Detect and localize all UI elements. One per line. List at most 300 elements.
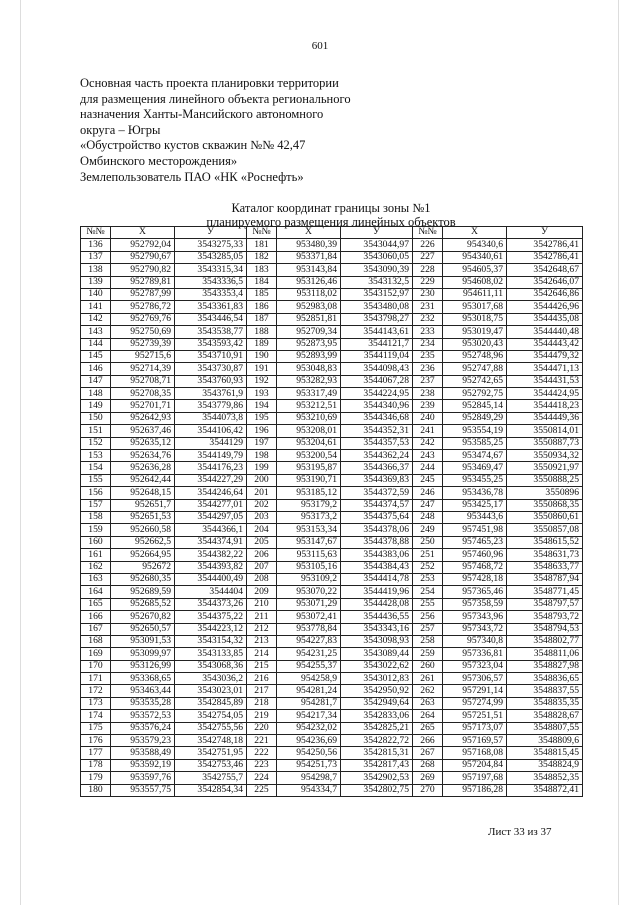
point-number-cell: 208	[247, 573, 277, 585]
y-coordinate-cell: 3544366,1	[175, 524, 247, 536]
x-coordinate-cell: 952642,44	[111, 474, 175, 486]
y-coordinate-cell: 3544393,82	[175, 561, 247, 573]
y-coordinate-cell: 3543480,08	[341, 301, 413, 313]
y-coordinate-cell: 3543446,54	[175, 313, 247, 325]
header-line: Землепользователь ПАО «НК «Роснефть»	[80, 169, 304, 184]
point-number-cell: 180	[81, 784, 111, 796]
x-coordinate-cell: 954232,02	[277, 722, 341, 734]
y-coordinate-cell: 3544246,64	[175, 487, 247, 499]
point-number-cell: 164	[81, 586, 111, 598]
point-number-cell: 261	[413, 673, 443, 685]
y-coordinate-cell: 3544419,96	[341, 586, 413, 598]
x-coordinate-cell: 953115,63	[277, 549, 341, 561]
table-row	[81, 388, 583, 400]
column-header-number: №№	[413, 227, 443, 239]
point-number-cell: 242	[413, 437, 443, 449]
x-coordinate-cell: 952634,76	[111, 450, 175, 462]
point-number-cell: 241	[413, 425, 443, 437]
y-coordinate-cell: 3544340,96	[341, 400, 413, 412]
point-number-cell: 252	[413, 561, 443, 573]
point-number-cell: 218	[247, 697, 277, 709]
y-coordinate-cell: 3542755,7	[175, 772, 247, 784]
point-number-cell: 265	[413, 722, 443, 734]
point-number-cell: 201	[247, 487, 277, 499]
point-number-cell: 245	[413, 474, 443, 486]
point-number-cell: 209	[247, 586, 277, 598]
x-coordinate-cell: 952893,99	[277, 350, 341, 362]
table-row	[81, 474, 583, 486]
point-number-cell: 173	[81, 697, 111, 709]
point-number-cell: 161	[81, 549, 111, 561]
point-number-cell: 256	[413, 611, 443, 623]
y-coordinate-cell: 3544384,43	[341, 561, 413, 573]
x-coordinate-cell: 954298,7	[277, 772, 341, 784]
table-row	[81, 326, 583, 338]
x-coordinate-cell: 952748,96	[443, 350, 507, 362]
x-coordinate-cell: 952636,28	[111, 462, 175, 474]
x-coordinate-cell: 954231,25	[277, 648, 341, 660]
x-coordinate-cell: 954340,61	[443, 251, 507, 263]
point-number-cell: 247	[413, 499, 443, 511]
x-coordinate-cell: 957251,51	[443, 710, 507, 722]
point-number-cell: 165	[81, 598, 111, 610]
table-row	[81, 586, 583, 598]
column-header-y: У	[507, 227, 583, 239]
point-number-cell: 216	[247, 673, 277, 685]
x-coordinate-cell: 957274,99	[443, 697, 507, 709]
table-row	[81, 648, 583, 660]
point-number-cell: 175	[81, 722, 111, 734]
x-coordinate-cell: 953317,49	[277, 388, 341, 400]
x-coordinate-cell: 957169,57	[443, 735, 507, 747]
table-row	[81, 450, 583, 462]
x-coordinate-cell: 952672	[111, 561, 175, 573]
y-coordinate-cell: 3544382,22	[175, 549, 247, 561]
table-row	[81, 437, 583, 449]
point-number-cell: 158	[81, 511, 111, 523]
table-row	[81, 264, 583, 276]
point-number-cell: 186	[247, 301, 277, 313]
point-number-cell: 193	[247, 388, 277, 400]
y-coordinate-cell: 3544383,06	[341, 549, 413, 561]
y-coordinate-cell: 3544440,48	[507, 326, 583, 338]
x-coordinate-cell: 952662,5	[111, 536, 175, 548]
x-coordinate-cell: 953072,41	[277, 611, 341, 623]
y-coordinate-cell: 3544418,23	[507, 400, 583, 412]
y-coordinate-cell: 3544277,01	[175, 499, 247, 511]
y-coordinate-cell: 3543275,33	[175, 239, 247, 251]
x-coordinate-cell: 952792,04	[111, 239, 175, 251]
point-number-cell: 145	[81, 350, 111, 362]
point-number-cell: 268	[413, 759, 443, 771]
y-coordinate-cell: 3544224,95	[341, 388, 413, 400]
y-coordinate-cell: 3543761,9	[175, 388, 247, 400]
table-row	[81, 425, 583, 437]
y-coordinate-cell: 3544143,61	[341, 326, 413, 338]
y-coordinate-cell: 3543336,5	[175, 276, 247, 288]
x-coordinate-cell: 953778,84	[277, 623, 341, 635]
point-number-cell: 181	[247, 239, 277, 251]
point-number-cell: 204	[247, 524, 277, 536]
x-coordinate-cell: 953576,24	[111, 722, 175, 734]
point-number-cell: 196	[247, 425, 277, 437]
point-number-cell: 150	[81, 412, 111, 424]
table-row	[81, 697, 583, 709]
y-coordinate-cell: 3543023,01	[175, 685, 247, 697]
y-coordinate-cell: 3548633,77	[507, 561, 583, 573]
point-number-cell: 243	[413, 450, 443, 462]
point-number-cell: 266	[413, 735, 443, 747]
y-coordinate-cell: 3542751,95	[175, 747, 247, 759]
x-coordinate-cell: 952792,75	[443, 388, 507, 400]
point-number-cell: 232	[413, 313, 443, 325]
x-coordinate-cell: 953153,34	[277, 524, 341, 536]
x-coordinate-cell: 957168,08	[443, 747, 507, 759]
y-coordinate-cell: 3542833,06	[341, 710, 413, 722]
y-coordinate-cell: 3542949,64	[341, 697, 413, 709]
x-coordinate-cell: 954217,34	[277, 710, 341, 722]
table-row	[81, 722, 583, 734]
table-row	[81, 524, 583, 536]
x-coordinate-cell: 953210,69	[277, 412, 341, 424]
point-number-cell: 236	[413, 363, 443, 375]
y-coordinate-cell: 3542754,05	[175, 710, 247, 722]
header-line: Основная часть проекта планировки территории	[80, 76, 339, 90]
left-margin-line	[20, 0, 21, 905]
x-coordinate-cell: 953126,46	[277, 276, 341, 288]
point-number-cell: 194	[247, 400, 277, 412]
x-coordinate-cell: 952709,34	[277, 326, 341, 338]
x-coordinate-cell: 957197,68	[443, 772, 507, 784]
x-coordinate-cell: 953554,19	[443, 425, 507, 437]
table-row	[81, 276, 583, 288]
y-coordinate-cell: 3544431,53	[507, 375, 583, 387]
y-coordinate-cell: 3548827,98	[507, 660, 583, 672]
y-coordinate-cell: 3542854,34	[175, 784, 247, 796]
x-coordinate-cell: 954608,02	[443, 276, 507, 288]
x-coordinate-cell: 952685,52	[111, 598, 175, 610]
y-coordinate-cell: 3544373,26	[175, 598, 247, 610]
y-coordinate-cell: 3543361,83	[175, 301, 247, 313]
y-coordinate-cell: 3543132,5	[341, 276, 413, 288]
y-coordinate-cell: 3548872,41	[507, 784, 583, 796]
y-coordinate-cell: 3543060,05	[341, 251, 413, 263]
point-number-cell: 267	[413, 747, 443, 759]
point-number-cell: 192	[247, 375, 277, 387]
point-number-cell: 210	[247, 598, 277, 610]
x-coordinate-cell: 957465,23	[443, 536, 507, 548]
y-coordinate-cell: 3548835,35	[507, 697, 583, 709]
point-number-cell: 172	[81, 685, 111, 697]
y-coordinate-cell: 3543779,86	[175, 400, 247, 412]
table-row	[81, 735, 583, 747]
y-coordinate-cell: 3542815,31	[341, 747, 413, 759]
x-coordinate-cell: 957306,57	[443, 673, 507, 685]
y-coordinate-cell: 3548802,77	[507, 635, 583, 647]
header-line: Омбинского месторождения»	[80, 153, 238, 168]
y-coordinate-cell: 3544119,04	[341, 350, 413, 362]
y-coordinate-cell: 3543090,39	[341, 264, 413, 276]
x-coordinate-cell: 953371,84	[277, 251, 341, 263]
table-row	[81, 685, 583, 697]
point-number-cell: 183	[247, 264, 277, 276]
coordinates-table	[80, 226, 583, 797]
x-coordinate-cell: 957186,28	[443, 784, 507, 796]
point-number-cell: 260	[413, 660, 443, 672]
point-number-cell: 211	[247, 611, 277, 623]
y-coordinate-cell: 3544362,24	[341, 450, 413, 462]
y-coordinate-cell: 3550921,97	[507, 462, 583, 474]
point-number-cell: 249	[413, 524, 443, 536]
point-number-cell: 228	[413, 264, 443, 276]
x-coordinate-cell: 952635,12	[111, 437, 175, 449]
point-number-cell: 200	[247, 474, 277, 486]
point-number-cell: 214	[247, 648, 277, 660]
point-number-cell: 224	[247, 772, 277, 784]
point-number-cell: 254	[413, 586, 443, 598]
table-row	[81, 239, 583, 251]
point-number-cell: 160	[81, 536, 111, 548]
point-number-cell: 217	[247, 685, 277, 697]
y-coordinate-cell: 3543098,93	[341, 635, 413, 647]
x-coordinate-cell: 953185,12	[277, 487, 341, 499]
y-coordinate-cell: 3544378,06	[341, 524, 413, 536]
x-coordinate-cell: 952642,93	[111, 412, 175, 424]
table-row	[81, 462, 583, 474]
x-coordinate-cell: 952790,82	[111, 264, 175, 276]
point-number-cell: 139	[81, 276, 111, 288]
x-coordinate-cell: 953126,99	[111, 660, 175, 672]
point-number-cell: 178	[81, 759, 111, 771]
table-row	[81, 549, 583, 561]
x-coordinate-cell: 952845,14	[443, 400, 507, 412]
point-number-cell: 221	[247, 735, 277, 747]
y-coordinate-cell: 3548828,67	[507, 710, 583, 722]
x-coordinate-cell: 952789,81	[111, 276, 175, 288]
point-number-cell: 259	[413, 648, 443, 660]
y-coordinate-cell: 3544176,23	[175, 462, 247, 474]
point-number-cell: 205	[247, 536, 277, 548]
x-coordinate-cell: 957204,84	[443, 759, 507, 771]
point-number-cell: 226	[413, 239, 443, 251]
y-coordinate-cell: 3544223,12	[175, 623, 247, 635]
point-number-cell: 174	[81, 710, 111, 722]
column-header-number: №№	[81, 227, 111, 239]
y-coordinate-cell: 3550857,08	[507, 524, 583, 536]
y-coordinate-cell: 3544366,37	[341, 462, 413, 474]
y-coordinate-cell: 3543285,05	[175, 251, 247, 263]
y-coordinate-cell: 3544369,83	[341, 474, 413, 486]
x-coordinate-cell: 952680,35	[111, 573, 175, 585]
y-coordinate-cell: 3544378,88	[341, 536, 413, 548]
point-number-cell: 215	[247, 660, 277, 672]
x-coordinate-cell: 957173,07	[443, 722, 507, 734]
y-coordinate-cell: 3544375,64	[341, 511, 413, 523]
x-coordinate-cell: 957428,18	[443, 573, 507, 585]
y-coordinate-cell: 3550934,32	[507, 450, 583, 462]
x-coordinate-cell: 957291,14	[443, 685, 507, 697]
column-header-x: X	[111, 227, 175, 239]
point-number-cell: 250	[413, 536, 443, 548]
x-coordinate-cell: 953204,61	[277, 437, 341, 449]
point-number-cell: 263	[413, 697, 443, 709]
y-coordinate-cell: 3542802,75	[341, 784, 413, 796]
x-coordinate-cell: 953557,75	[111, 784, 175, 796]
x-coordinate-cell: 954251,73	[277, 759, 341, 771]
point-number-cell: 198	[247, 450, 277, 462]
point-number-cell: 223	[247, 759, 277, 771]
point-number-cell: 257	[413, 623, 443, 635]
column-header-y: У	[341, 227, 413, 239]
x-coordinate-cell: 953455,25	[443, 474, 507, 486]
point-number-cell: 137	[81, 251, 111, 263]
y-coordinate-cell: 3542748,18	[175, 735, 247, 747]
x-coordinate-cell: 953425,17	[443, 499, 507, 511]
y-coordinate-cell: 3544067,28	[341, 375, 413, 387]
x-coordinate-cell: 952708,35	[111, 388, 175, 400]
y-coordinate-cell: 3542753,46	[175, 759, 247, 771]
point-number-cell: 182	[247, 251, 277, 263]
table-row	[81, 251, 583, 263]
y-coordinate-cell: 3544372,59	[341, 487, 413, 499]
x-coordinate-cell: 953597,76	[111, 772, 175, 784]
x-coordinate-cell: 952670,82	[111, 611, 175, 623]
y-coordinate-cell: 3544471,13	[507, 363, 583, 375]
table-row	[81, 561, 583, 573]
x-coordinate-cell: 953105,16	[277, 561, 341, 573]
point-number-cell: 156	[81, 487, 111, 499]
point-number-cell: 195	[247, 412, 277, 424]
point-number-cell: 244	[413, 462, 443, 474]
y-coordinate-cell: 3544435,08	[507, 313, 583, 325]
point-number-cell: 220	[247, 722, 277, 734]
y-coordinate-cell: 3542825,21	[341, 722, 413, 734]
point-number-cell: 162	[81, 561, 111, 573]
point-number-cell: 151	[81, 425, 111, 437]
x-coordinate-cell: 952715,6	[111, 350, 175, 362]
point-number-cell: 255	[413, 598, 443, 610]
y-coordinate-cell: 3543044,97	[341, 239, 413, 251]
table-row	[81, 673, 583, 685]
y-coordinate-cell: 3548615,52	[507, 536, 583, 548]
point-number-cell: 240	[413, 412, 443, 424]
x-coordinate-cell: 953208,01	[277, 425, 341, 437]
y-coordinate-cell: 3548771,45	[507, 586, 583, 598]
y-coordinate-cell: 3544106,42	[175, 425, 247, 437]
x-coordinate-cell: 952750,69	[111, 326, 175, 338]
column-header-x: X	[277, 227, 341, 239]
x-coordinate-cell: 953019,47	[443, 326, 507, 338]
point-number-cell: 148	[81, 388, 111, 400]
table-row	[81, 363, 583, 375]
y-coordinate-cell: 3548811,06	[507, 648, 583, 660]
y-coordinate-cell: 3544428,08	[341, 598, 413, 610]
point-number-cell: 229	[413, 276, 443, 288]
x-coordinate-cell: 953480,39	[277, 239, 341, 251]
point-number-cell: 251	[413, 549, 443, 561]
point-number-cell: 144	[81, 338, 111, 350]
x-coordinate-cell: 952651,7	[111, 499, 175, 511]
point-number-cell: 230	[413, 288, 443, 300]
point-number-cell: 231	[413, 301, 443, 313]
y-coordinate-cell: 3550896	[507, 487, 583, 499]
x-coordinate-cell: 952873,95	[277, 338, 341, 350]
y-coordinate-cell: 3544121,7	[341, 338, 413, 350]
point-number-cell: 149	[81, 400, 111, 412]
x-coordinate-cell: 953118,02	[277, 288, 341, 300]
column-header-number: №№	[247, 227, 277, 239]
x-coordinate-cell: 953572,53	[111, 710, 175, 722]
x-coordinate-cell: 952689,59	[111, 586, 175, 598]
y-coordinate-cell: 3544129	[175, 437, 247, 449]
x-coordinate-cell: 953195,87	[277, 462, 341, 474]
y-coordinate-cell: 3548815,45	[507, 747, 583, 759]
x-coordinate-cell: 957340,8	[443, 635, 507, 647]
point-number-cell: 219	[247, 710, 277, 722]
column-header-y: У	[175, 227, 247, 239]
x-coordinate-cell: 953173,2	[277, 511, 341, 523]
point-number-cell: 140	[81, 288, 111, 300]
x-coordinate-cell: 957468,72	[443, 561, 507, 573]
point-number-cell: 207	[247, 561, 277, 573]
x-coordinate-cell: 952651,53	[111, 511, 175, 523]
x-coordinate-cell: 953020,43	[443, 338, 507, 350]
y-coordinate-cell: 3542646,07	[507, 276, 583, 288]
x-coordinate-cell: 952664,95	[111, 549, 175, 561]
point-number-cell: 269	[413, 772, 443, 784]
point-number-cell: 234	[413, 338, 443, 350]
x-coordinate-cell: 954281,24	[277, 685, 341, 697]
x-coordinate-cell: 952742,65	[443, 375, 507, 387]
y-coordinate-cell: 3543133,85	[175, 648, 247, 660]
y-coordinate-cell: 3548837,55	[507, 685, 583, 697]
x-coordinate-cell: 957343,96	[443, 611, 507, 623]
table-row	[81, 487, 583, 499]
x-coordinate-cell: 953592,19	[111, 759, 175, 771]
table-row	[81, 598, 583, 610]
y-coordinate-cell: 3543089,44	[341, 648, 413, 660]
table-body	[81, 239, 583, 797]
point-number-cell: 153	[81, 450, 111, 462]
x-coordinate-cell: 952787,99	[111, 288, 175, 300]
y-coordinate-cell: 3550868,35	[507, 499, 583, 511]
y-coordinate-cell: 3548797,57	[507, 598, 583, 610]
y-coordinate-cell: 3542755,56	[175, 722, 247, 734]
sheet-footer: Лист 33 из 37	[488, 826, 552, 838]
point-number-cell: 206	[247, 549, 277, 561]
point-number-cell: 179	[81, 772, 111, 784]
table-row	[81, 784, 583, 796]
catalog-title-line-1: Каталог координат границы зоны №1	[231, 201, 431, 215]
document-header	[80, 76, 500, 185]
x-coordinate-cell: 953474,67	[443, 450, 507, 462]
point-number-cell: 246	[413, 487, 443, 499]
point-number-cell: 143	[81, 326, 111, 338]
x-coordinate-cell: 952790,67	[111, 251, 175, 263]
point-number-cell: 187	[247, 313, 277, 325]
x-coordinate-cell: 952708,71	[111, 375, 175, 387]
y-coordinate-cell: 3550814,01	[507, 425, 583, 437]
y-coordinate-cell: 3542648,67	[507, 264, 583, 276]
x-coordinate-cell: 953070,22	[277, 586, 341, 598]
table-row	[81, 635, 583, 647]
x-coordinate-cell: 954605,37	[443, 264, 507, 276]
x-coordinate-cell: 953588,49	[111, 747, 175, 759]
right-margin-line	[618, 0, 619, 905]
table-row	[81, 301, 583, 313]
catalog-title	[80, 201, 582, 229]
point-number-cell: 157	[81, 499, 111, 511]
